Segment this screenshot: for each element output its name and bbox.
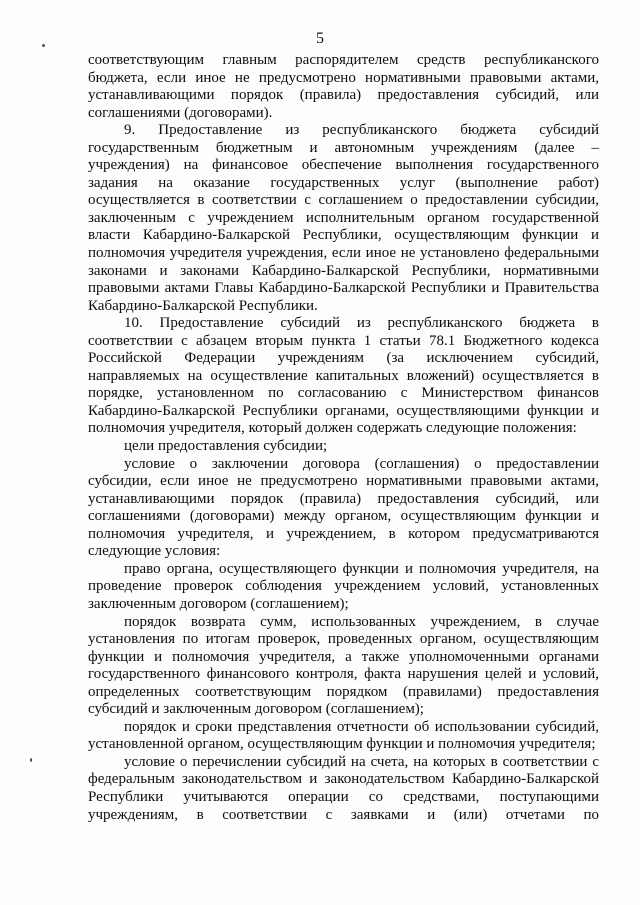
paragraph-10: 10. Предоставление субсидий из республиканского бюджета в соответствии с абзацем вторым пункта 1 статьи 78.1 Бюджетного кодекса Российской Федерации учреждениям (за исключением субсидий, направляемых на осуществление капитальных вложений) осуществляется в порядке, установленном по согласованию с Министерством финансов Кабардино-Балкарской Республики органами, осуществляющими функции и полномочия учредителя, который должен содержать следующие положения: xyxy=(88,315,599,437)
list-item-audit-right: право органа, осуществляющего функции и полномочия учредителя, на проведение проверок соблюдения учреждением условий, установленных заключенным договором (соглашением); xyxy=(88,560,599,612)
page-number: 5 xyxy=(316,30,324,47)
document-body xyxy=(88,52,599,824)
scan-speck xyxy=(30,758,32,762)
scan-speck xyxy=(42,44,45,47)
list-item-refund-procedure: порядок возврата сумм, использованных учреждением, в случае установления по итогам проверок, проведенных органом, осуществляющим функции и полномочия учредителя, а также уполномоченными органами государственного финансового контроля, факта нарушения целей и условий, определенных соответствующим порядком (правилами) предоставления субсидий и заключенным договором (соглашением); xyxy=(88,613,599,718)
list-item-transfer-condition: условие о перечислении субсидий на счета, на которых в соответствии с федеральным законодательством и законодательством Кабардино-Балкарской Республики учитываются операции со средствами, поступающими учреждениям, в соответствии с заявками и (или) отчетами по xyxy=(88,753,599,823)
list-item-reporting: порядок и сроки представления отчетности об использовании субсидий, установленной органом, осуществляющим функции и полномочия учредителя; xyxy=(88,718,599,753)
paragraph-continuation: соответствующим главным распорядителем средств республиканского бюджета, если иное не предусмотрено нормативными правовыми актами, устанавливающими порядок (правила) предоставления субсидий, или соглашениями (договорами). xyxy=(88,52,599,121)
paragraph-9: 9. Предоставление из республиканского бюджета субсидий государственным бюджетным и автономным учреждениям (далее – учреждения) на финансовое обеспечение выполнения государственного задания на оказание государственных услуг (выполнение работ) осуществляется в соответствии с соглашением о предоставлении субсидии, заключенным с учреждением исполнительным органом государственной власти Кабардино-Балкарской Республики, осуществляющим функции и полномочия учредителя учреждения, если иное не установлено федеральными законами и законами Кабардино-Балкарской Республики, нормативными правовыми актами Главы Кабардино-Балкарской Республики и Правительства Кабардино-Балкарской Республики. xyxy=(88,122,599,314)
list-item-goals: цели предоставления субсидии; xyxy=(124,438,328,455)
list-item-agreement-condition: условие о заключении договора (соглашения) о предоставлении субсидии, если иное не предусмотрено нормативными правовыми актами, устанавливающими порядок (правила) предоставления субсидий, или соглашениями (договорами) между органом, осуществляющим функции и полномочия учредителя, и учреждением, в котором предусматриваются следующие условия: xyxy=(88,455,599,560)
